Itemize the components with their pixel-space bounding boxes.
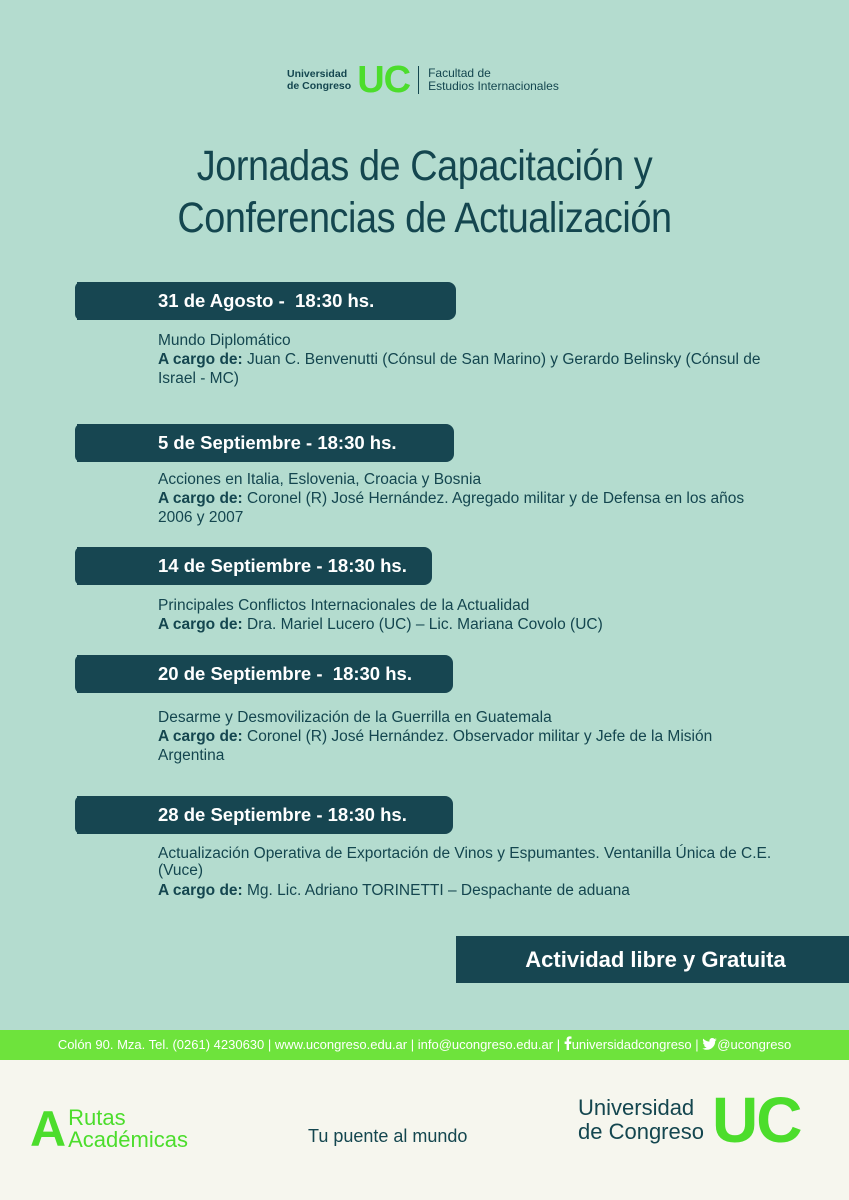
event-date-5: 28 de Septiembre - 18:30 hs. bbox=[77, 796, 453, 834]
title-line-2: Conferencias de Actualización bbox=[177, 194, 672, 242]
rutas-logo-letter: A bbox=[30, 1101, 67, 1157]
event-details-5 bbox=[158, 845, 778, 900]
event-topic: Acciones en Italia, Eslovenia, Croacia y Bosnia bbox=[158, 471, 482, 488]
responsible-label: A cargo de: bbox=[158, 490, 243, 507]
event-details-4 bbox=[158, 708, 778, 765]
responsible-label: A cargo de: bbox=[158, 728, 243, 745]
header-uc-mark: UC bbox=[357, 59, 411, 101]
event-date-4: 20 de Septiembre - 18:30 hs. bbox=[77, 655, 453, 693]
event-details-2 bbox=[158, 470, 778, 527]
slogan: Tu puente al mundo bbox=[308, 1126, 468, 1146]
footer-uc-logo bbox=[578, 1084, 801, 1156]
header-logo bbox=[287, 59, 559, 101]
twitter-icon bbox=[702, 1031, 717, 1060]
footer bbox=[0, 1060, 849, 1200]
event-topic: Desarme y Desmovilización de la Guerrilla en Guatemala bbox=[158, 709, 552, 726]
free-activity-banner: Actividad libre y Gratuita bbox=[456, 936, 849, 983]
responsible-label: A cargo de: bbox=[158, 616, 243, 633]
event-date-1: 31 de Agosto - 18:30 hs. bbox=[77, 282, 456, 320]
responsible-label: A cargo de: bbox=[158, 882, 243, 899]
header-faculty-name: Facultad de Estudios Internacionales bbox=[428, 66, 559, 93]
event-speakers: A cargo de: Coronel (R) José Hernández. Observador militar y Jefe de la Misión Argentina bbox=[158, 728, 713, 764]
event-speakers: A cargo de: Coronel (R) José Hernández. Agregado militar y de Defensa en los años 2006 y 2007 bbox=[158, 490, 745, 526]
event-details-3 bbox=[158, 596, 778, 634]
event-speakers: A cargo de: Dra. Mariel Lucero (UC) – Lic. Mariana Covolo (UC) bbox=[158, 616, 603, 633]
contact-address: Colón 90. Mza. Tel. (0261) 4230630 bbox=[57, 1037, 265, 1052]
event-speakers: A cargo de: Juan C. Benvenutti (Cónsul de San Marino) y Gerardo Belinsky (Cónsul de Israel - MC) bbox=[158, 351, 761, 387]
footer-university-name: Universidad de Congreso bbox=[578, 1095, 704, 1144]
header-divider bbox=[418, 66, 419, 94]
event-topic: Mundo Diplomático bbox=[158, 332, 291, 349]
contact-facebook-link[interactable]: universidadcongreso bbox=[571, 1037, 692, 1052]
contact-web-link[interactable]: www.ucongreso.edu.ar bbox=[274, 1037, 408, 1052]
rutas-logo-text: Rutas Académicas bbox=[68, 1105, 188, 1152]
event-speakers: A cargo de: Mg. Lic. Adriano TORINETTI – Despachante de aduana bbox=[158, 882, 630, 899]
rutas-academicas-logo bbox=[30, 1101, 188, 1157]
event-date-3: 14 de Septiembre - 18:30 hs. bbox=[77, 547, 432, 585]
event-topic: Principales Conflictos Internacionales de la Actualidad bbox=[158, 597, 530, 614]
event-date-2: 5 de Septiembre - 18:30 hs. bbox=[77, 424, 454, 462]
event-details-1 bbox=[158, 331, 778, 388]
contact-email-link[interactable]: info@ucongreso.edu.ar bbox=[417, 1037, 554, 1052]
facebook-icon bbox=[564, 1031, 572, 1060]
contact-bar: Colón 90. Mza. Tel. (0261) 4230630 | www.ucongreso.edu.ar | info@ucongreso.edu.ar | universidadcongreso | @ucongreso bbox=[0, 1030, 849, 1060]
responsible-label: A cargo de: bbox=[158, 351, 243, 368]
title-line-1: Jornadas de Capacitación y bbox=[196, 142, 653, 190]
contact-twitter-link[interactable]: @ucongreso bbox=[717, 1037, 792, 1052]
header-university-name: Universidad de Congreso bbox=[287, 68, 352, 92]
page-title bbox=[51, 140, 798, 244]
event-topic: Actualización Operativa de Exportación de Vinos y Espumantes. Ventanilla Única de C.E. (Vuce) bbox=[158, 845, 772, 879]
footer-uc-mark: UC bbox=[711, 1084, 801, 1156]
